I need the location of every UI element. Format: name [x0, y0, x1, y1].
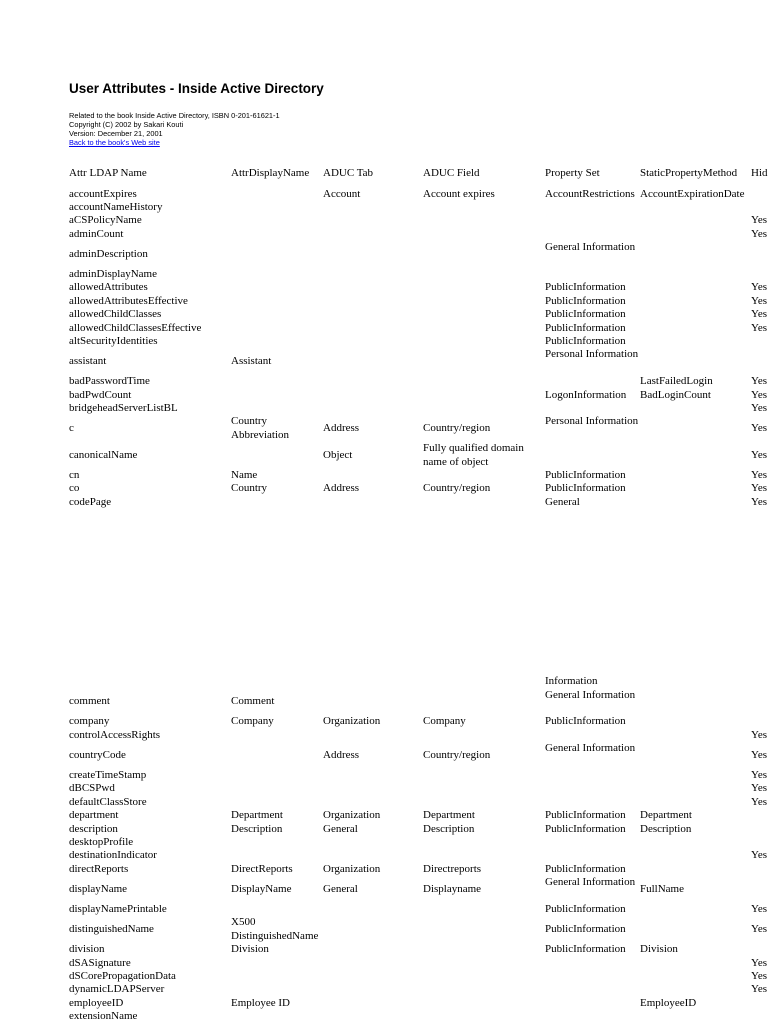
- row-company-aduc-field: Company: [423, 715, 466, 728]
- row-accountExpires-ldap-name: accountExpires: [69, 187, 137, 200]
- row-description-display-name: Description: [231, 822, 283, 835]
- row-description-aduc-tab: General: [323, 822, 358, 835]
- row-employeeID-ldap-name: employeeID: [69, 996, 124, 1009]
- row-c-property-set: Personal Information: [545, 415, 639, 428]
- column-header-hidden: Hid: [751, 167, 768, 179]
- row-description-ldap-name: description: [69, 822, 118, 835]
- column-header-static-method: StaticPropertyMethod: [640, 167, 738, 179]
- row-displayName-property-set: General Information: [545, 876, 636, 889]
- row-allowedAttributes-property-set: PublicInformation: [545, 281, 626, 294]
- row-aCSPolicyName-hidden: Yes: [751, 214, 768, 227]
- row-company-ldap-name: company: [69, 715, 110, 728]
- row-displayNamePrintable-property-set: PublicInformation: [545, 902, 626, 915]
- row-createTimeStamp-hidden: Yes: [751, 768, 768, 781]
- row-allowedAttributesEffective-hidden: Yes: [751, 294, 768, 307]
- row-company-aduc-tab: Organization: [323, 715, 381, 728]
- row-badPwdCount-property-set: LogonInformation: [545, 388, 627, 401]
- row-canonicalName-aduc-tab: Object: [323, 448, 353, 461]
- copyright-note: Copyright (C) 2002 by Sakari Kouti: [69, 120, 184, 129]
- row-description-property-set: PublicInformation: [545, 822, 626, 835]
- row-badPwdCount-static-method: BadLoginCount: [640, 388, 711, 401]
- row-accountExpires-aduc-field: Account expires: [423, 187, 495, 200]
- row-company-display-name: Company: [231, 715, 274, 728]
- row-directReports-aduc-field: Directreports: [423, 862, 482, 875]
- row-adminDescription-property-set: General Information: [545, 241, 636, 254]
- row-accountNameHistory-ldap-name: accountNameHistory: [69, 200, 163, 213]
- row-cn-property-set: PublicInformation: [545, 468, 626, 481]
- row-cn-display-name: Name: [231, 468, 258, 481]
- row-countryCode-hidden: Yes: [751, 748, 768, 761]
- row-altSecurityIdentities-ldap-name: altSecurityIdentities: [69, 334, 158, 347]
- row-allowedChildClasses-hidden: Yes: [751, 308, 768, 321]
- row-distinguishedName-hidden: Yes: [751, 923, 768, 935]
- column-header-property-set: Property Set: [545, 167, 600, 179]
- row-adminDescription-ldap-name: adminDescription: [69, 247, 148, 260]
- row-controlAccessRights-hidden: Yes: [751, 728, 768, 741]
- row-division-property-set: PublicInformation: [545, 943, 626, 956]
- row-directReports-property-set: PublicInformation: [545, 862, 626, 875]
- back-link[interactable]: Back to the book's Web site: [69, 138, 160, 147]
- column-header-ldap-name: Attr LDAP Name: [69, 167, 147, 179]
- row-co-display-name: Country: [231, 482, 268, 495]
- row-division-display-name: Division: [231, 943, 269, 956]
- row-department-static-method: Department: [640, 809, 692, 822]
- row-displayName-ldap-name: displayName: [69, 882, 128, 895]
- row-dBCSPwd-hidden: Yes: [751, 782, 768, 795]
- row-codePage-property-set: General: [545, 495, 580, 508]
- row-displayNamePrintable-ldap-name: displayNamePrintable: [69, 902, 167, 915]
- row-co-aduc-tab: Address: [323, 482, 360, 495]
- row-assistant-property-set: Personal Information: [545, 348, 639, 361]
- row-c-aduc-tab: Address: [323, 422, 360, 434]
- row-directReports-aduc-tab: Organization: [323, 862, 381, 875]
- row-comment-ldap-name: comment: [69, 695, 110, 708]
- row-adminDisplayName-ldap-name: adminDisplayName: [69, 267, 157, 280]
- row-assistant-display-name: Assistant: [231, 355, 272, 367]
- row-countryCode-aduc-tab: Address: [323, 748, 360, 761]
- row-dSASignature-ldap-name: dSASignature: [69, 956, 131, 969]
- row-allowedAttributes-ldap-name: allowedAttributes: [69, 281, 148, 294]
- row-comment-property-set: General Information: [545, 688, 636, 701]
- row-division-static-method: Division: [640, 943, 678, 956]
- row-distinguishedName-display-name: X500 DistinguishedName: [231, 916, 319, 942]
- row-department-ldap-name: department: [69, 809, 119, 822]
- row-codePage-hidden: Yes: [751, 495, 768, 508]
- row-destinationIndicator-ldap-name: destinationIndicator: [69, 849, 157, 862]
- row-allowedAttributesEffective-ldap-name: allowedAttributesEffective: [69, 294, 188, 307]
- row-distinguishedName-ldap-name: distinguishedName: [69, 923, 154, 935]
- row-bridgeheadServerListBL-hidden: Yes: [751, 401, 768, 414]
- row-codePage-ldap-name: codePage: [69, 495, 112, 508]
- row-extensionName-ldap-name: extensionName: [69, 1010, 138, 1023]
- row-assistant-ldap-name: assistant: [69, 355, 107, 367]
- related-note: Related to the book Inside Active Directory, ISBN 0-201-61621-1: [69, 111, 280, 120]
- row-defaultClassStore-ldap-name: defaultClassStore: [69, 795, 147, 808]
- row-cn-hidden: Yes: [751, 468, 768, 481]
- row-badPasswordTime-hidden: Yes: [751, 375, 768, 388]
- row-co-aduc-field: Country/region: [423, 482, 491, 495]
- row-department-aduc-field: Department: [423, 809, 475, 822]
- row-dSCorePropagationData-hidden: Yes: [751, 969, 768, 982]
- row-aCSPolicyName-ldap-name: aCSPolicyName: [69, 214, 142, 227]
- row-defaultClassStore-hidden: Yes: [751, 795, 768, 808]
- row-description-static-method: Description: [640, 822, 692, 835]
- row-allowedAttributes-hidden: Yes: [751, 281, 768, 294]
- row-countryCode-ldap-name: countryCode: [69, 748, 126, 761]
- row-dynamicLDAPServer-hidden: Yes: [751, 983, 768, 996]
- row-c-ldap-name: c: [69, 422, 74, 434]
- row-allowedChildClassesEffective-ldap-name: allowedChildClassesEffective: [69, 321, 202, 334]
- row-createTimeStamp-ldap-name: createTimeStamp: [69, 768, 147, 781]
- row-badPwdCount-ldap-name: badPwdCount: [69, 388, 132, 401]
- row-bridgeheadServerListBL-ldap-name: bridgeheadServerListBL: [69, 401, 178, 414]
- row-company-property-set: PublicInformation: [545, 715, 626, 728]
- column-header-display-name: AttrDisplayName: [231, 167, 310, 179]
- row-employeeID-display-name: Employee ID: [231, 996, 290, 1009]
- row-co-ldap-name: co: [69, 482, 80, 495]
- row-desktopProfile-ldap-name: desktopProfile: [69, 835, 134, 848]
- row-displayName-aduc-tab: General: [323, 882, 358, 895]
- row-dynamicLDAPServer-ldap-name: dynamicLDAPServer: [69, 983, 165, 996]
- row-allowedChildClassesEffective-property-set: PublicInformation: [545, 321, 626, 334]
- row-controlAccessRights-ldap-name: controlAccessRights: [69, 728, 161, 741]
- row-directReports-display-name: DirectReports: [231, 862, 293, 875]
- row-badPasswordTime-static-method: LastFailedLogin: [640, 375, 713, 388]
- carryover-property-set: Information: [545, 675, 598, 687]
- row-canonicalName-hidden: Yes: [751, 448, 768, 461]
- row-employeeID-static-method: EmployeeID: [640, 996, 697, 1009]
- row-altSecurityIdentities-property-set: PublicInformation: [545, 334, 626, 347]
- row-displayName-static-method: FullName: [640, 882, 684, 895]
- row-allowedChildClasses-ldap-name: allowedChildClasses: [69, 308, 162, 321]
- row-displayName-aduc-field: Displayname: [423, 882, 482, 895]
- row-department-aduc-tab: Organization: [323, 809, 381, 822]
- column-header-aduc-tab: ADUC Tab: [323, 167, 374, 179]
- version-note: Version: December 21, 2001: [69, 129, 163, 138]
- row-dSCorePropagationData-ldap-name: dSCorePropagationData: [69, 969, 176, 982]
- row-directReports-ldap-name: directReports: [69, 862, 129, 875]
- row-accountExpires-static-method: AccountExpirationDate: [640, 187, 745, 200]
- row-accountExpires-aduc-tab: Account: [323, 187, 361, 200]
- row-badPasswordTime-ldap-name: badPasswordTime: [69, 375, 150, 388]
- row-division-ldap-name: division: [69, 943, 105, 956]
- row-canonicalName-ldap-name: canonicalName: [69, 448, 138, 461]
- row-displayName-display-name: DisplayName: [231, 882, 292, 895]
- row-countryCode-property-set: General Information: [545, 742, 636, 755]
- row-dBCSPwd-ldap-name: dBCSPwd: [69, 782, 115, 795]
- column-header-aduc-field: ADUC Field: [423, 167, 480, 179]
- row-co-property-set: PublicInformation: [545, 482, 626, 495]
- row-co-hidden: Yes: [751, 482, 768, 495]
- row-dSASignature-hidden: Yes: [751, 956, 768, 969]
- row-countryCode-aduc-field: Country/region: [423, 748, 491, 761]
- row-allowedChildClassesEffective-hidden: Yes: [751, 321, 768, 334]
- row-c-aduc-field: Country/region: [423, 422, 491, 434]
- row-badPwdCount-hidden: Yes: [751, 388, 768, 401]
- row-displayNamePrintable-hidden: Yes: [751, 902, 768, 915]
- row-description-aduc-field: Description: [423, 822, 475, 835]
- row-adminCount-ldap-name: adminCount: [69, 227, 124, 240]
- row-allowedAttributesEffective-property-set: PublicInformation: [545, 294, 626, 307]
- row-accountExpires-property-set: AccountRestrictions: [545, 187, 635, 200]
- row-adminCount-hidden: Yes: [751, 227, 768, 240]
- row-canonicalName-aduc-field: Fully qualified domain name of object: [423, 442, 524, 468]
- row-distinguishedName-property-set: PublicInformation: [545, 923, 626, 935]
- row-c-hidden: Yes: [751, 422, 768, 434]
- page-title: User Attributes - Inside Active Directory: [69, 81, 324, 96]
- row-department-display-name: Department: [231, 809, 283, 822]
- row-c-display-name: Country Abbreviation: [231, 415, 290, 441]
- row-cn-ldap-name: cn: [69, 468, 80, 481]
- row-department-property-set: PublicInformation: [545, 809, 626, 822]
- row-allowedChildClasses-property-set: PublicInformation: [545, 308, 626, 321]
- row-comment-display-name: Comment: [231, 695, 275, 708]
- row-destinationIndicator-hidden: Yes: [751, 849, 768, 862]
